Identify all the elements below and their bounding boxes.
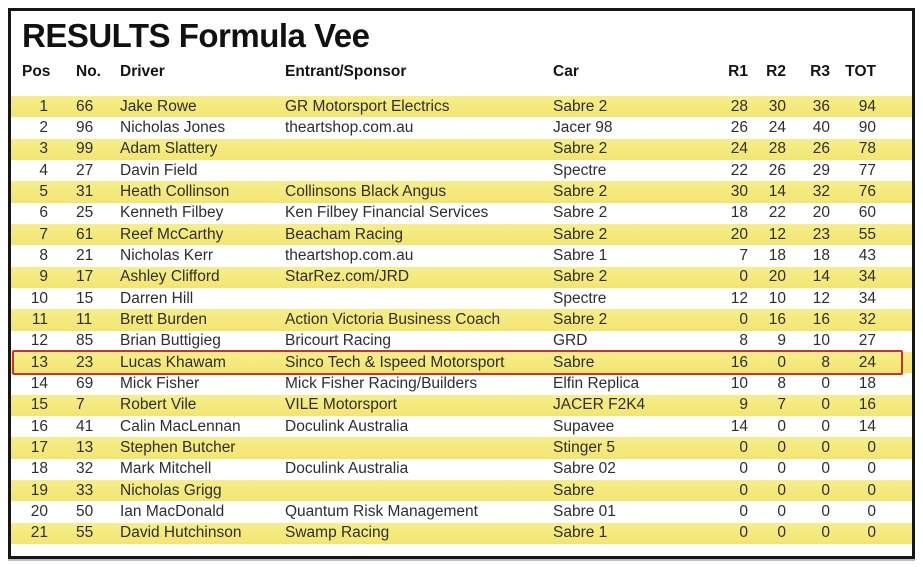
pos-cell: 17 [30,438,48,456]
entrant-cell: Collinsons Black Angus [285,182,447,200]
table-row [11,160,912,181]
tot-cell: 60 [858,204,876,222]
header-r2: R2 [766,63,786,80]
car-cell: Sabre 1 [553,524,608,542]
pos-cell: 21 [30,524,48,542]
r2-cell: 0 [777,417,786,435]
r1-cell: 8 [739,332,748,350]
table-row [11,501,912,522]
pos-cell: 19 [30,481,48,499]
entrant-cell: Doculink Australia [285,417,409,435]
entrant-cell: Beacham Racing [285,225,404,243]
header-driver: Driver [120,63,165,80]
no-cell: 21 [76,246,94,264]
r2-cell: 0 [777,502,786,520]
r2-cell: 9 [777,332,786,350]
car-cell: Spectre [553,289,607,307]
r2-cell: 0 [777,524,786,542]
r3-cell: 0 [821,438,830,456]
driver-cell: Brett Burden [120,310,208,328]
r3-cell: 12 [812,289,830,307]
entrant-cell: GR Motorsport Electrics [285,97,450,115]
entrant-cell: Quantum Risk Management [285,502,478,520]
pos-cell: 12 [30,332,48,350]
tot-cell: 34 [858,289,876,307]
car-cell: Sabre 2 [553,97,608,115]
pos-cell: 13 [30,353,48,371]
table-row [11,480,912,501]
tot-cell: 76 [858,182,876,200]
r1-cell: 22 [730,161,748,179]
car-cell: Sabre 2 [553,140,608,158]
pos-cell: 16 [30,417,48,435]
r3-cell: 0 [821,417,830,435]
tot-cell: 55 [858,225,876,243]
car-cell: Sabre 02 [553,460,616,478]
no-cell: 31 [76,182,94,200]
header-pos: Pos [22,63,51,80]
no-cell: 7 [76,396,85,414]
entrant-cell: theartshop.com.au [285,246,414,264]
pos-cell: 18 [30,460,48,478]
r3-cell: 0 [821,524,830,542]
r3-cell: 32 [812,182,830,200]
tot-cell: 32 [858,310,876,328]
r3-cell: 0 [821,374,830,392]
driver-cell: Nicholas Jones [120,118,226,136]
r1-cell: 0 [739,268,748,286]
no-cell: 27 [76,161,94,179]
tot-cell: 43 [858,246,876,264]
r3-cell: 0 [821,460,830,478]
driver-cell: Nicholas Grigg [120,481,222,499]
no-cell: 11 [76,310,93,328]
driver-cell: David Hutchinson [120,524,242,542]
r3-cell: 40 [812,118,830,136]
driver-cell: Robert Vile [120,396,197,414]
no-cell: 13 [76,438,94,456]
driver-cell: Mick Fisher [120,374,200,392]
r2-cell: 24 [768,118,786,136]
r2-cell: 0 [777,353,786,371]
r1-cell: 16 [730,353,748,371]
no-cell: 15 [76,289,94,307]
header-car: Car [553,63,579,80]
r1-cell: 10 [730,374,748,392]
r2-cell: 30 [768,97,786,115]
r2-cell: 28 [768,140,786,158]
highlighted-row [11,352,912,373]
r3-cell: 0 [821,481,830,499]
r2-cell: 22 [768,204,786,222]
table-row [11,203,912,224]
car-cell: Sabre 2 [553,182,608,200]
tot-cell: 14 [858,417,876,435]
no-cell: 61 [76,225,94,243]
table-row [11,245,912,266]
r3-cell: 14 [812,268,830,286]
entrant-cell: Sinco Tech & Ispeed Motorsport [285,353,505,371]
entrant-cell: Action Victoria Business Coach [285,310,501,328]
r1-cell: 18 [730,204,748,222]
r2-cell: 14 [768,182,786,200]
r2-cell: 12 [768,225,786,243]
r3-cell: 0 [821,396,830,414]
pos-cell: 20 [30,502,48,520]
tot-cell: 18 [858,374,876,392]
driver-cell: Brian Buttigieg [120,332,221,350]
driver-cell: Mark Mitchell [120,460,212,478]
driver-cell: Davin Field [120,161,198,179]
no-cell: 99 [76,140,94,158]
entrant-cell: VILE Motorsport [285,396,397,414]
pos-cell: 5 [39,182,48,200]
driver-cell: Nicholas Kerr [120,246,214,264]
table-row [11,288,912,309]
r2-cell: 16 [768,310,786,328]
r3-cell: 29 [812,161,830,179]
r2-cell: 7 [777,396,786,414]
table-row [11,331,912,352]
entrant-cell: Ken Filbey Financial Services [285,204,489,222]
table-row [11,459,912,480]
r3-cell: 20 [812,204,830,222]
r1-cell: 20 [730,225,748,243]
no-cell: 55 [76,524,94,542]
driver-cell: Lucas Khawam [120,353,226,371]
tot-cell: 34 [858,268,876,286]
tot-cell: 24 [858,353,876,371]
tot-cell: 0 [867,481,876,499]
no-cell: 50 [76,502,94,520]
r2-cell: 18 [768,246,786,264]
driver-cell: Kenneth Filbey [120,204,224,222]
car-cell: Sabre 01 [553,502,616,520]
header-tot: TOT [845,63,876,80]
table-row [11,139,912,160]
car-cell: Jacer 98 [553,118,613,136]
r3-cell: 16 [812,310,830,328]
r1-cell: 12 [730,289,748,307]
driver-cell: Calin MacLennan [120,417,241,435]
no-cell: 33 [76,481,94,499]
r3-cell: 10 [812,332,830,350]
r1-cell: 30 [730,182,748,200]
no-cell: 32 [76,460,94,478]
entrant-cell: Bricourt Racing [285,332,391,350]
entrant-cell: Swamp Racing [285,524,390,542]
header-no: No. [76,63,101,80]
r1-cell: 28 [730,97,748,115]
no-cell: 23 [76,353,94,371]
pos-cell: 2 [39,118,48,136]
r3-cell: 23 [812,225,830,243]
driver-cell: Ian MacDonald [120,502,225,520]
tot-cell: 0 [867,460,876,478]
driver-cell: Reef McCarthy [120,225,224,243]
car-cell: Sabre 2 [553,225,608,243]
car-cell: GRD [553,332,588,350]
r2-cell: 8 [777,374,786,392]
no-cell: 85 [76,332,94,350]
table-row [11,117,912,138]
r1-cell: 0 [739,481,748,499]
table-row [11,224,912,245]
pos-cell: 7 [39,225,48,243]
pos-cell: 6 [39,204,48,222]
tot-cell: 78 [858,140,876,158]
r1-cell: 24 [730,140,748,158]
r1-cell: 0 [739,438,748,456]
r1-cell: 14 [730,417,748,435]
header-r1: R1 [728,63,748,80]
no-cell: 25 [76,204,94,222]
r1-cell: 7 [739,246,748,264]
pos-cell: 4 [39,161,48,179]
car-cell: Sabre 1 [553,246,608,264]
page-title: RESULTS Formula Vee [22,17,370,54]
pos-cell: 9 [39,268,48,286]
car-cell: Elfin Replica [553,374,640,392]
car-cell: Stinger 5 [553,438,616,456]
r2-cell: 0 [777,481,786,499]
car-cell: Supavee [553,417,615,435]
r1-cell: 0 [739,310,748,328]
entrant-cell: Doculink Australia [285,460,409,478]
table-row [11,416,912,437]
table-row [11,395,912,416]
r2-cell: 20 [768,268,786,286]
tot-cell: 0 [867,502,876,520]
table-row [11,181,912,202]
table-row [11,437,912,458]
r2-cell: 0 [777,460,786,478]
entrant-cell: Mick Fisher Racing/Builders [285,374,478,392]
table-row [11,309,912,330]
pos-cell: 8 [39,246,48,264]
results-body [11,96,912,544]
driver-cell: Heath Collinson [120,182,230,200]
tot-cell: 0 [867,524,876,542]
no-cell: 69 [76,374,94,392]
r2-cell: 10 [768,289,786,307]
driver-cell: Jake Rowe [120,97,197,115]
car-cell: Sabre 2 [553,310,608,328]
tot-cell: 16 [858,396,876,414]
pos-cell: 11 [31,310,48,328]
results-card [8,8,915,559]
entrant-cell: StarRez.com/JRD [285,268,410,286]
r1-cell: 0 [739,460,748,478]
car-cell: Sabre [553,353,595,371]
driver-cell: Darren Hill [120,289,194,307]
r3-cell: 36 [812,97,830,115]
driver-cell: Stephen Butcher [120,438,236,456]
pos-cell: 10 [30,289,48,307]
tot-cell: 27 [858,332,876,350]
r2-cell: 26 [768,161,786,179]
table-row [11,96,912,117]
r3-cell: 8 [821,353,830,371]
no-cell: 41 [76,417,94,435]
no-cell: 17 [76,268,94,286]
car-cell: Spectre [553,161,607,179]
tot-cell: 77 [858,161,876,179]
entrant-cell: theartshop.com.au [285,118,414,136]
car-cell: Sabre 2 [553,204,608,222]
driver-cell: Ashley Clifford [120,268,220,286]
pos-cell: 14 [30,374,48,392]
r2-cell: 0 [777,438,786,456]
r3-cell: 0 [821,502,830,520]
r1-cell: 0 [739,502,748,520]
pos-cell: 3 [39,140,48,158]
r1-cell: 26 [730,118,748,136]
car-cell: Sabre [553,481,595,499]
r3-cell: 18 [812,246,830,264]
header-r3: R3 [810,63,830,80]
tot-cell: 90 [858,118,876,136]
tot-cell: 94 [858,97,876,115]
r1-cell: 9 [739,396,748,414]
r3-cell: 26 [812,140,830,158]
tot-cell: 0 [867,438,876,456]
header-entrant: Entrant/Sponsor [285,63,407,80]
car-cell: Sabre 2 [553,268,608,286]
no-cell: 66 [76,97,94,115]
pos-cell: 1 [39,97,48,115]
table-row [11,523,912,544]
pos-cell: 15 [30,396,48,414]
car-cell: JACER F2K4 [553,396,646,414]
table-row [11,373,912,394]
no-cell: 96 [76,118,94,136]
driver-cell: Adam Slattery [120,140,218,158]
table-row [11,267,912,288]
r1-cell: 0 [739,524,748,542]
table-header [11,61,912,83]
